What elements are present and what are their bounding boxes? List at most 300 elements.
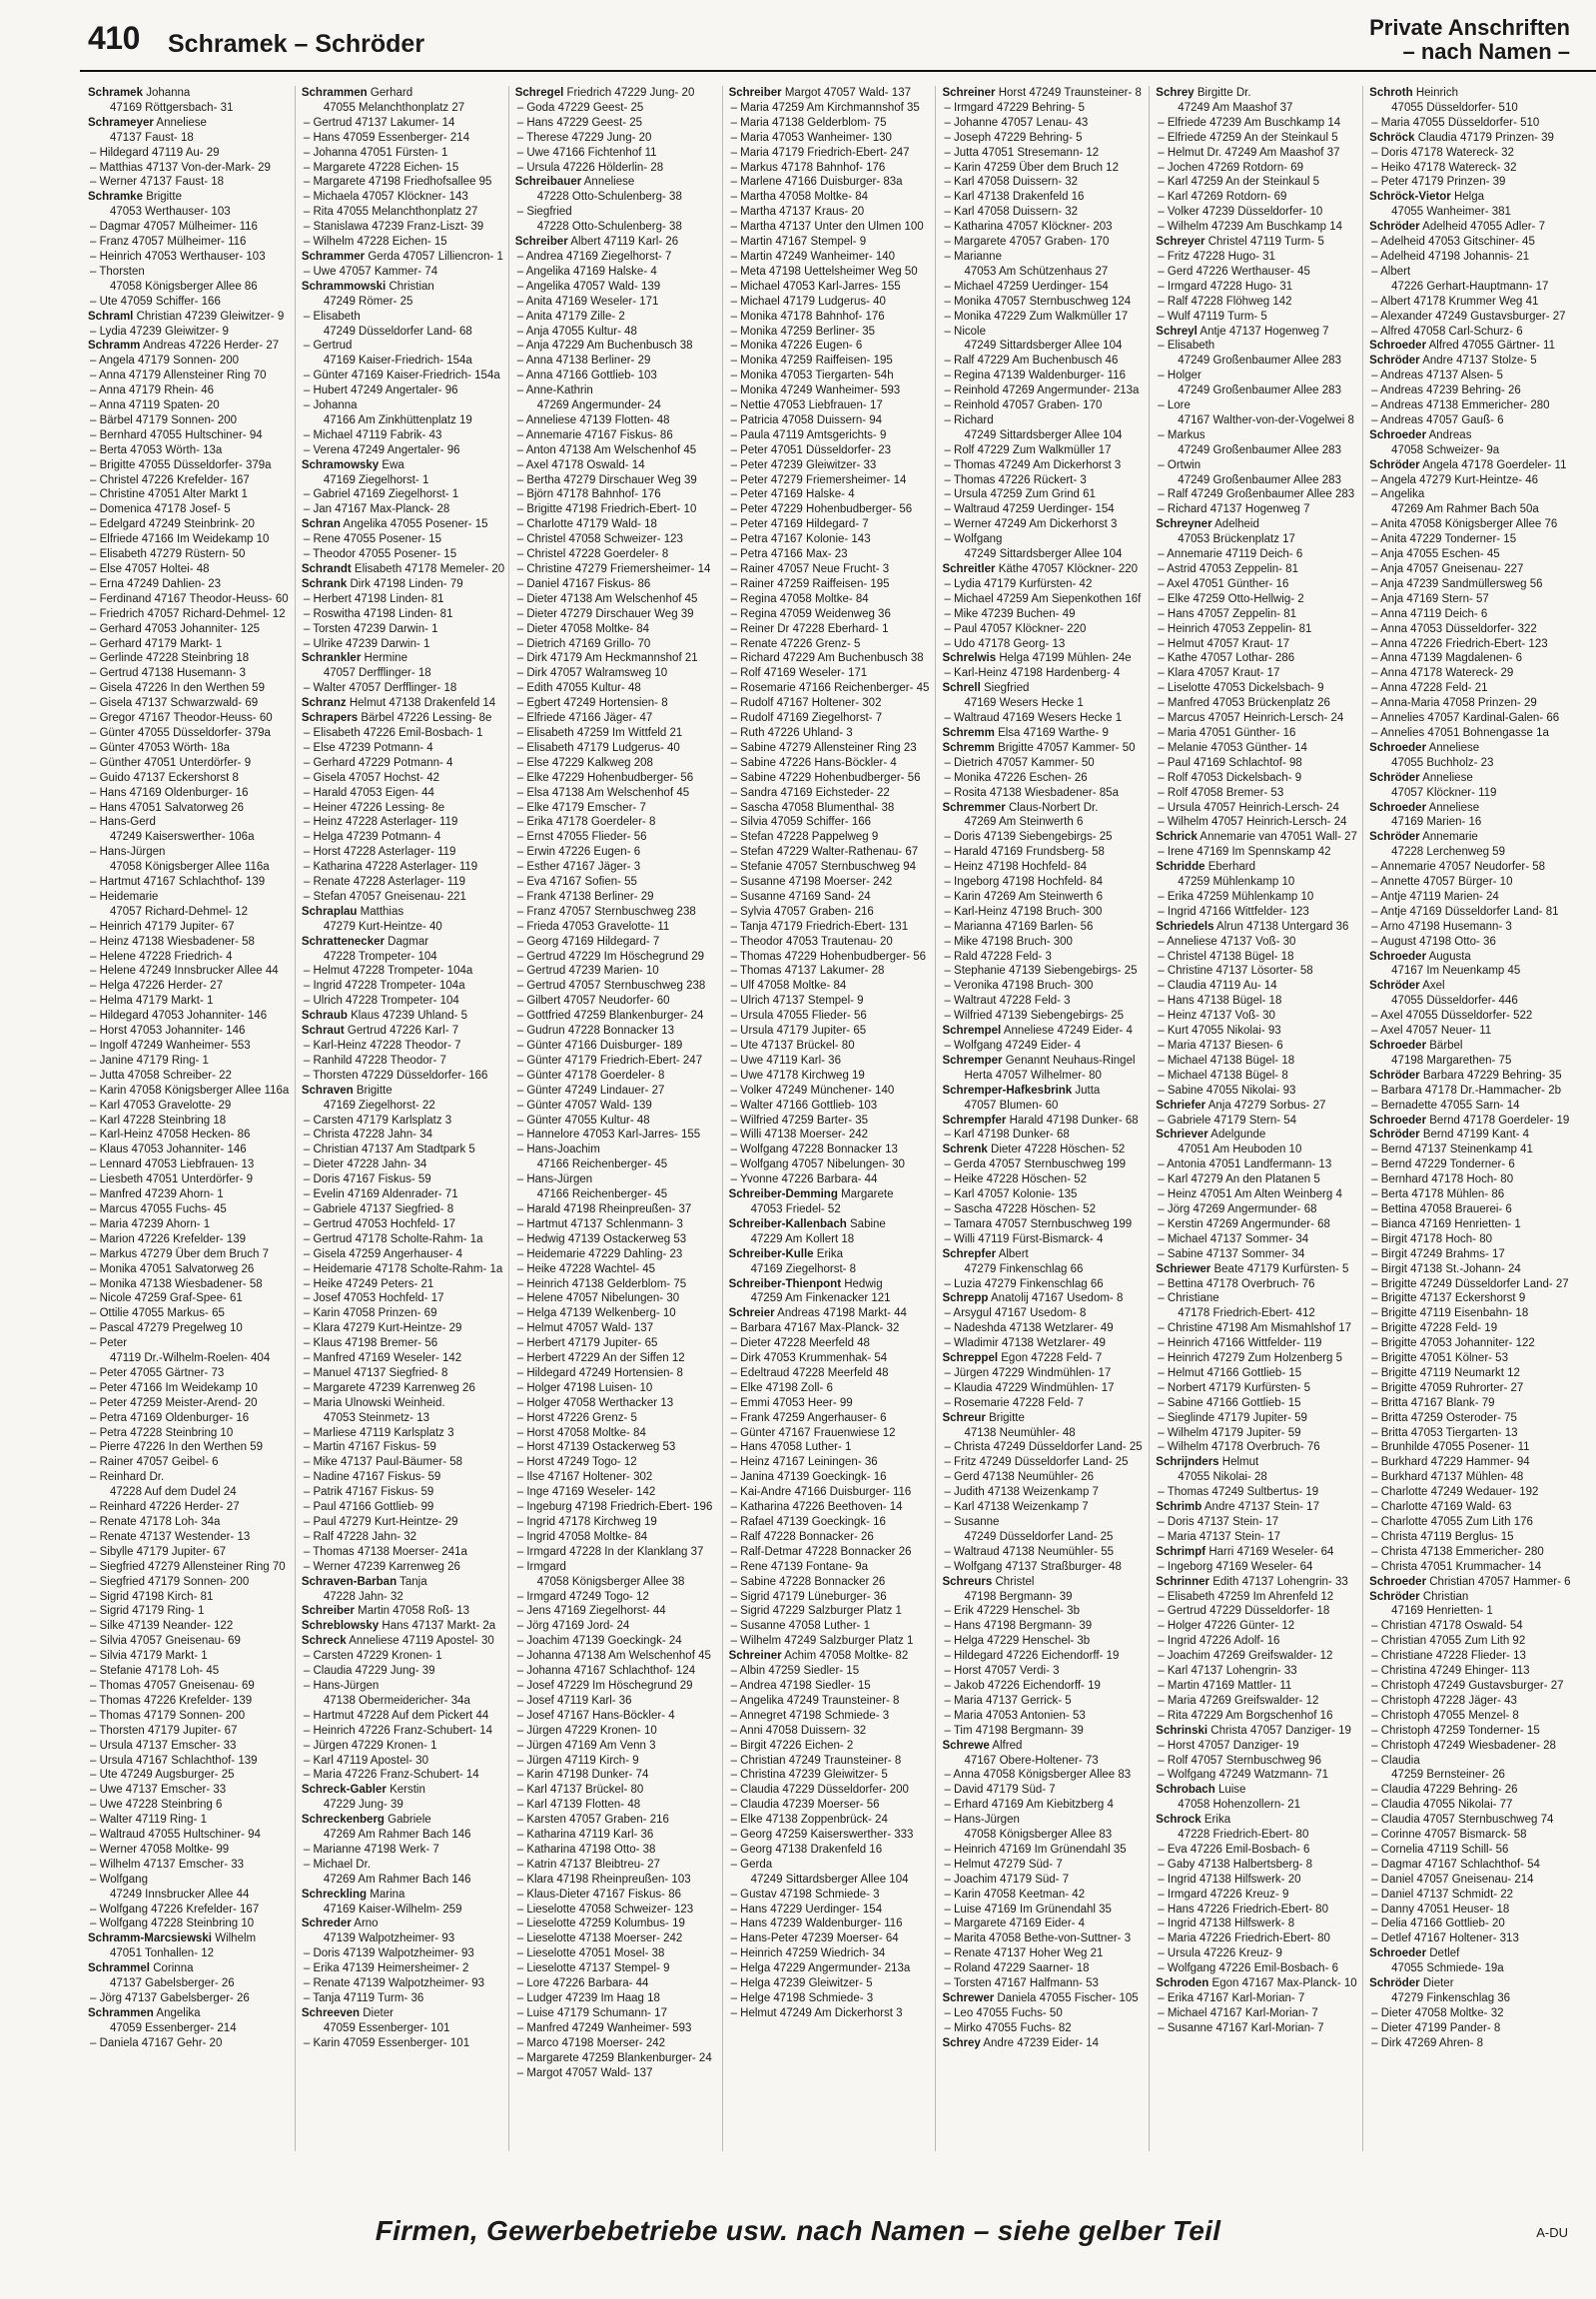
listing-entry-text: Walter 47057 Derfflinger- 18	[313, 682, 457, 695]
listing-entry-text: Gertrud 47178 Scholte-Rahm- 1a	[313, 1232, 483, 1245]
listing-entry-text: Monika 47053 Tiergarten- 54h	[740, 370, 894, 383]
listing-entry	[88, 1321, 291, 1336]
dash-marker: –	[944, 577, 955, 590]
dash-marker: –	[1158, 1292, 1168, 1305]
listing-entry	[729, 1961, 932, 1976]
listing-entry-text: Werner 47137 Faust- 18	[99, 176, 225, 189]
address-text: 47249 Sittardsberger Allee 104	[750, 1873, 909, 1886]
dash-marker: –	[90, 1605, 100, 1618]
listing-entry	[729, 830, 932, 845]
dash-marker: –	[516, 1679, 527, 1692]
dash-marker: –	[1158, 1560, 1168, 1573]
surname-entry-detail: Friedrich 47229 Jung- 20	[566, 87, 695, 99]
listing-entry-text: Klara 47198 Rheinpreußen- 103	[526, 1873, 691, 1886]
dash-marker: –	[730, 1352, 741, 1365]
listing-entry-text: Martin 47249 Wanheimer- 140	[740, 250, 896, 263]
surname-entry-detail: Christian 47057 Hammer- 6	[1429, 1575, 1571, 1588]
listing-entry-text: Maria 47051 Günther- 16	[1167, 726, 1296, 739]
listing-entry-text: Maria 47179 Friedrich-Ebert- 247	[740, 146, 910, 159]
listing-entry	[88, 1187, 291, 1202]
dash-marker: –	[1158, 756, 1168, 769]
dash-marker: –	[1371, 1650, 1381, 1663]
listing-entry	[729, 607, 932, 622]
listing-entry-text: Hubert 47249 Angertaler- 96	[313, 384, 458, 397]
listing-entry	[515, 1873, 718, 1888]
listing-entry	[1369, 2036, 1572, 2051]
dash-marker: –	[1158, 1665, 1168, 1678]
surname: Schreitler	[942, 563, 996, 575]
listing-entry	[729, 1143, 932, 1157]
listing-entry-text: Wolfgang 47057 Nibelungen- 30	[740, 1158, 905, 1171]
listing-entry-text: Sigrid 47198 Kirch- 81	[99, 1590, 214, 1603]
dash-marker: –	[1371, 577, 1381, 590]
dash-marker: –	[944, 413, 955, 426]
dash-marker: –	[516, 1471, 527, 1484]
listing-entry	[515, 101, 718, 116]
listing-entry	[942, 1679, 1145, 1694]
listing-entry-text: Tamara 47057 Sternbuschweg 199	[953, 1217, 1133, 1230]
surname-entry-detail: Gertrud 47226 Karl- 7	[347, 1025, 459, 1038]
listing-entry	[1156, 1411, 1358, 1426]
listing-entry-text: Katharina 47119 Karl- 36	[526, 1829, 654, 1842]
listing-entry-text: Frank 47259 Angerhauser- 6	[740, 1411, 887, 1424]
dash-marker: –	[944, 355, 955, 368]
listing-entry	[515, 502, 718, 517]
address-text: 47059 Essenberger- 101	[323, 2021, 450, 2034]
surname: Schramowsky	[301, 458, 380, 471]
dash-marker: –	[1158, 1962, 1168, 1975]
dash-marker: –	[1371, 2006, 1381, 2019]
dash-marker: –	[516, 1352, 527, 1365]
listing-entry-text: Regina 47139 Waldenburger- 116	[954, 370, 1127, 383]
listing-entry-text: Ingeborg 47169 Weseler- 64	[1167, 1560, 1313, 1573]
listing-entry-text: Erika 47139 Heimersheimer- 2	[313, 1962, 469, 1975]
dash-marker: –	[90, 995, 100, 1008]
footer-code: A-DU	[1536, 2225, 1568, 2240]
listing-entry	[515, 1768, 718, 1783]
surname-entry-detail: Edith 47137 Lohengrin- 33	[1212, 1575, 1348, 1588]
listing-entry-text: Sigrid 47179 Lüneburger- 36	[740, 1590, 887, 1603]
address-continuation	[88, 131, 291, 146]
surname-entry-detail: Elsa 47169 Warthe- 9	[998, 726, 1109, 739]
surname-entry	[88, 310, 291, 325]
listing-entry	[1156, 1217, 1358, 1232]
listing-entry	[942, 622, 1145, 637]
address-text: 47269 Am Steinwerth 6	[964, 816, 1084, 829]
listing-entry-text: Axel 47055 Düsseldorfer- 522	[1380, 1010, 1533, 1023]
dash-marker: –	[516, 1814, 527, 1827]
surname: Schrey	[942, 2036, 981, 2049]
dash-marker: –	[944, 1947, 955, 1960]
address-text: 47058 Königsberger Allee 86	[110, 280, 258, 293]
listing-entry-text: Bianca 47169 Henrietten- 1	[1380, 1217, 1521, 1230]
address-continuation	[302, 295, 504, 310]
listing-entry-text: Margarete 47198 Friedhofsallee 95	[313, 176, 492, 189]
surname-entry	[942, 741, 1145, 756]
surname-entry-detail: Erika	[1203, 1814, 1231, 1827]
listing-entry-text: Anja 47055 Eschen- 45	[1380, 548, 1500, 561]
dash-marker: –	[1371, 905, 1381, 918]
listing-entry-text: Hans 47229 Geest- 25	[526, 116, 643, 129]
listing-entry-text: Michael 47138 Bügel- 8	[1167, 1069, 1288, 1082]
dash-marker: –	[1158, 1858, 1168, 1871]
listing-entry-text: Volker 47239 Düsseldorfer- 10	[1167, 206, 1323, 219]
listing-entry-text: Angela 47279 Kurt-Heintze- 46	[1380, 473, 1539, 486]
surname-entry-detail: Dieter	[1422, 1977, 1454, 1990]
listing-entry	[302, 830, 504, 845]
listing-entry	[729, 1321, 932, 1336]
surname-entry	[302, 1916, 504, 1931]
listing-entry	[515, 1888, 718, 1903]
listing-entry-text: Marliese 47119 Karlsplatz 3	[313, 1426, 454, 1439]
listing-entry	[302, 741, 504, 756]
dash-marker: –	[1158, 1352, 1168, 1365]
listing-entry	[942, 1009, 1145, 1024]
listing-entry	[302, 890, 504, 905]
listing-entry	[1369, 1157, 1572, 1172]
listing-entry	[1156, 1381, 1358, 1396]
listing-entry	[729, 726, 932, 741]
listing-entry	[515, 726, 718, 741]
listing-entry	[302, 547, 504, 562]
dash-marker: –	[516, 384, 526, 397]
dash-marker: –	[516, 965, 527, 978]
listing-entry-text: Sabine 47229 Hohenbudberger- 56	[740, 771, 921, 784]
address-text: 47167 Obere-Holtener- 73	[964, 1754, 1099, 1767]
listing-entry	[88, 325, 291, 340]
address-text: 47226 Gerhart-Hauptmann- 17	[1391, 280, 1549, 293]
listing-entry	[1369, 1024, 1572, 1039]
dash-marker: –	[516, 1873, 527, 1886]
surname: Schröder	[1369, 1590, 1420, 1603]
listing-entry	[515, 265, 718, 280]
listing-entry	[515, 1202, 718, 1217]
dash-marker: –	[516, 146, 527, 159]
listing-entry	[729, 1381, 932, 1396]
address-continuation	[1156, 383, 1358, 398]
dash-marker: –	[90, 1158, 100, 1171]
dash-marker: –	[1158, 995, 1168, 1008]
listing-entry-text: Katharina 47057 Klöckner- 203	[954, 221, 1113, 234]
surname-entry	[729, 1306, 932, 1321]
listing-entry-text: Anna 47138 Berliner- 29	[525, 355, 651, 368]
surname-entry-detail: Brigitte	[989, 1411, 1025, 1424]
listing-entry	[88, 1262, 291, 1277]
listing-entry-text: Marlene 47166 Duisburger- 83a	[740, 176, 903, 189]
dash-marker: –	[90, 682, 100, 695]
dash-marker: –	[516, 1962, 527, 1975]
dash-marker: –	[90, 1873, 100, 1886]
listing-entry-text: Else 47057 Holtei- 48	[99, 563, 210, 575]
listing-entry-text: Silke 47139 Neander- 122	[99, 1620, 234, 1633]
dash-marker: –	[1158, 1366, 1168, 1379]
listing-entry-text: Alfred 47058 Carl-Schurz- 6	[1380, 325, 1523, 338]
listing-entry	[942, 1500, 1145, 1515]
address-continuation	[1369, 786, 1572, 801]
listing-entry	[1156, 428, 1358, 443]
listing-entry	[515, 443, 718, 458]
listing-entry-text: Stefanie 47057 Sternbuschweg 94	[740, 861, 916, 874]
dash-marker: –	[1158, 131, 1168, 144]
dash-marker: –	[1158, 1069, 1168, 1082]
surname: Schröck-Vietor	[1369, 191, 1451, 204]
listing-entry	[1156, 161, 1358, 176]
listing-entry	[1369, 1798, 1572, 1813]
surname: Schroeder	[1369, 950, 1427, 963]
listing-entry-text: Susanne	[954, 1516, 1000, 1528]
listing-entry	[88, 1903, 291, 1917]
dash-marker: –	[944, 876, 955, 889]
surname-entry-detail: Horst 47249 Traunsteiner- 8	[998, 87, 1142, 99]
listing-entry	[942, 830, 1145, 845]
listing-entry	[729, 369, 932, 383]
listing-entry-text: Andreas 47057 Gauß- 6	[1380, 413, 1504, 426]
dash-marker: –	[516, 1337, 527, 1350]
listing-entry	[1369, 1485, 1572, 1500]
dash-marker: –	[303, 428, 314, 441]
surname-entry	[1156, 1976, 1358, 1991]
surname-entry	[1369, 950, 1572, 965]
listing-entry	[942, 398, 1145, 413]
listing-entry	[515, 547, 718, 562]
listing-entry-text: Axel 47051 Günther- 16	[1167, 577, 1289, 590]
listing-entry-text: Elfriede 47259 An der Steinkaul 5	[1167, 131, 1338, 144]
address-text: 47051 Am Heuboden 10	[1178, 1144, 1302, 1156]
listing-entry	[515, 1754, 718, 1769]
listing-entry-text: Fritz 47249 Düsseldorfer Land- 25	[954, 1456, 1129, 1469]
dash-marker: –	[1158, 563, 1168, 575]
dash-marker: –	[944, 1694, 955, 1707]
dash-marker: –	[90, 1040, 100, 1052]
listing-entry	[302, 146, 504, 161]
listing-entry-text: Maria Ulnowski Weinheid.	[313, 1396, 445, 1409]
surname-entry-detail: Adelheid	[1214, 518, 1259, 531]
listing-entry	[942, 1888, 1145, 1903]
dash-marker: –	[90, 1858, 100, 1871]
dash-marker: –	[1371, 1217, 1381, 1230]
listing-entry-text: Elfriede 47166 Im Weidekamp 10	[99, 533, 270, 546]
listing-entry	[1369, 1783, 1572, 1798]
listing-entry-text: Christine 47279 Friemersheimer- 14	[526, 563, 711, 575]
listing-entry-text: Matthias 47137 Von-der-Mark- 29	[99, 161, 271, 174]
listing-entry-text: Doris 47139 Walpotzheimer- 93	[313, 1947, 474, 1960]
dash-marker: –	[303, 1486, 314, 1499]
listing-entry	[88, 964, 291, 979]
listing-entry	[515, 1783, 718, 1798]
listing-entry	[1156, 1858, 1358, 1873]
surname-entry-detail: Martin 47058 Roß- 13	[358, 1605, 469, 1618]
listing-entry-text: Manfred 47239 Ahorn- 1	[99, 1188, 224, 1201]
listing-entry	[729, 1426, 932, 1441]
dash-marker: –	[90, 265, 100, 278]
listing-entry-text: Danny 47051 Heuser- 18	[1380, 1903, 1510, 1916]
listing-entry	[729, 547, 932, 562]
listing-entry-text: Siegfried 47179 Sonnen- 200	[99, 1575, 250, 1588]
surname-entry	[1369, 979, 1572, 994]
address-continuation	[942, 815, 1145, 830]
listing-entry	[88, 994, 291, 1009]
listing-entry	[729, 235, 932, 250]
listing-entry	[515, 280, 718, 295]
listing-entry-text: Maria 47053 Wanheimer- 130	[740, 131, 892, 144]
surname-entry	[302, 1813, 504, 1828]
dash-marker: –	[516, 1307, 527, 1320]
address-text: 47055 Melanchthonplatz 27	[323, 101, 465, 114]
dash-marker: –	[1158, 1739, 1168, 1752]
surname-entry-detail: Erika	[816, 1247, 843, 1260]
listing-column-4	[729, 86, 937, 2151]
dash-marker: –	[730, 1054, 741, 1067]
listing-entry-text: Anita 47058 Königsberger Allee 76	[1380, 518, 1558, 531]
listing-entry	[942, 1321, 1145, 1336]
surname: Schreur	[942, 1411, 986, 1424]
dash-marker: –	[1371, 1411, 1381, 1424]
dash-marker: –	[1371, 1679, 1381, 1692]
listing-entry	[729, 532, 932, 547]
surname-entry	[1369, 1069, 1572, 1084]
listing-entry	[1369, 517, 1572, 532]
listing-entry	[88, 815, 291, 830]
surname-entry	[1156, 1099, 1358, 1114]
surname-entry-detail: Angelika	[156, 2006, 201, 2019]
dash-marker: –	[516, 637, 527, 650]
dash-marker: –	[1371, 1486, 1381, 1499]
listing-entry	[1156, 398, 1358, 413]
surname: Schrempfer	[942, 1114, 1007, 1127]
listing-entry-text: Günter 47249 Lindauer- 27	[526, 1084, 665, 1097]
listing-entry	[515, 1500, 718, 1515]
surname: Schreier	[728, 1307, 775, 1320]
surname-entry-detail: Andreas	[1428, 428, 1472, 441]
dash-marker: –	[730, 548, 741, 561]
listing-entry-text: Michael 47259 Uerdinger- 154	[954, 280, 1109, 293]
address-continuation	[515, 220, 718, 235]
surname: Schroeder	[1369, 1575, 1427, 1588]
surname-entry-detail: Christian 47239 Gleiwitzer- 9	[136, 310, 285, 323]
listing-entry-text: Claudia 47057 Sternbuschweg 74	[1380, 1814, 1554, 1827]
dash-marker: –	[516, 1932, 527, 1945]
dash-marker: –	[516, 116, 527, 129]
dash-marker: –	[303, 786, 314, 799]
listing-entry-text: Helga 47229 Angermunder- 213a	[740, 1962, 911, 1975]
listing-entry-text: Jan 47167 Max-Planck- 28	[313, 503, 450, 516]
dash-marker: –	[90, 1769, 100, 1782]
dash-marker: –	[303, 1277, 314, 1290]
listing-entry-text: Birgit 47178 Hoch- 80	[1380, 1232, 1492, 1245]
listing-entry-text: Lieselotte 47138 Moerser- 242	[526, 1932, 683, 1945]
dash-marker: –	[730, 1322, 741, 1335]
listing-entry	[729, 1798, 932, 1813]
dash-marker: –	[516, 355, 526, 368]
listing-entry	[729, 935, 932, 950]
dash-marker: –	[944, 206, 955, 219]
listing-entry-text: Nicole 47259 Graf-Spee- 61	[99, 1292, 243, 1305]
surname-entry	[302, 1634, 504, 1649]
listing-entry	[1156, 1232, 1358, 1247]
listing-entry	[302, 1172, 504, 1187]
address-text: 47166 Reichenberger- 45	[536, 1188, 668, 1201]
dash-marker: –	[1158, 1888, 1168, 1901]
dash-marker: –	[1371, 1144, 1381, 1156]
surname-entry	[1369, 1976, 1572, 1991]
listing-entry	[515, 1009, 718, 1024]
dash-marker: –	[1158, 1932, 1168, 1945]
listing-entry-text: Bernd 47229 Tonderner- 6	[1380, 1158, 1515, 1171]
listing-entry	[729, 1515, 932, 1530]
dash-marker: –	[1158, 2006, 1168, 2019]
dash-marker: –	[730, 1441, 741, 1454]
address-continuation	[942, 1828, 1145, 1843]
listing-entry-text: Wolfgang 47226 Krefelder- 167	[99, 1903, 260, 1916]
dash-marker: –	[1158, 146, 1168, 159]
surname: Schröder	[1369, 355, 1420, 368]
dash-marker: –	[1371, 1545, 1381, 1558]
listing-entry	[302, 815, 504, 830]
listing-entry	[942, 1485, 1145, 1500]
dash-marker: –	[730, 801, 741, 814]
listing-entry	[729, 1768, 932, 1783]
listing-entry-text: Walter 47119 Ring- 1	[99, 1814, 207, 1827]
listing-entry	[1369, 265, 1572, 280]
listing-entry	[302, 1976, 504, 1991]
dash-marker: –	[1371, 325, 1381, 338]
address-continuation	[302, 473, 504, 488]
listing-entry	[1369, 637, 1572, 652]
listing-entry-text: Thorsten 47229 Düsseldorfer- 166	[313, 1069, 488, 1082]
listing-entry	[942, 666, 1145, 681]
listing-entry	[1369, 398, 1572, 413]
surname-entry	[515, 235, 718, 250]
listing-entry-text: Christine 47198 Am Mismahlshof 17	[1167, 1322, 1351, 1335]
dash-marker: –	[1158, 1873, 1168, 1886]
dash-marker: –	[944, 1396, 955, 1409]
listing-entry	[1369, 325, 1572, 340]
listing-entry-text: Monika 47259 Berliner- 35	[740, 325, 876, 338]
listing-entry	[88, 1039, 291, 1054]
surname-entry	[302, 1604, 504, 1619]
listing-entry-text: Günter 47169 Kaiser-Friedrich- 154a	[313, 370, 500, 383]
surname-entry-detail: Dieter	[363, 2006, 394, 2019]
listing-entry-text: Verena 47249 Angertaler- 96	[313, 443, 460, 456]
listing-entry	[729, 1172, 932, 1187]
surname-entry-detail: Eberhard	[1207, 861, 1256, 874]
listing-entry	[302, 116, 504, 131]
surname: Schremm	[942, 741, 995, 754]
dash-marker: –	[90, 1575, 100, 1588]
listing-entry	[1156, 681, 1358, 696]
dash-marker: –	[303, 1114, 314, 1127]
listing-entry	[88, 1798, 291, 1813]
listing-entry	[302, 1143, 504, 1157]
listing-entry-text: Peter 47169 Hildegard- 7	[740, 518, 869, 531]
listing-entry-text: Peter 47259 Meister-Arend- 20	[99, 1396, 258, 1409]
listing-entry	[515, 1411, 718, 1426]
listing-entry	[942, 190, 1145, 205]
listing-entry	[515, 383, 718, 398]
listing-entry	[302, 681, 504, 696]
dash-marker: –	[516, 801, 527, 814]
dash-marker: –	[516, 488, 527, 501]
dash-marker: –	[516, 1396, 527, 1409]
listing-entry-text: Karl 47198 Dunker- 68	[954, 1129, 1070, 1142]
surname: Schrammen	[88, 2006, 154, 2019]
surname: Schremmer	[942, 801, 1006, 814]
dash-marker: –	[730, 116, 741, 129]
dash-marker: –	[944, 533, 955, 546]
listing-entry-text: Janine 47179 Ring- 1	[99, 1054, 209, 1067]
listing-entry-text: Hans 47058 Luther- 1	[740, 1441, 852, 1454]
dash-marker: –	[516, 890, 527, 903]
